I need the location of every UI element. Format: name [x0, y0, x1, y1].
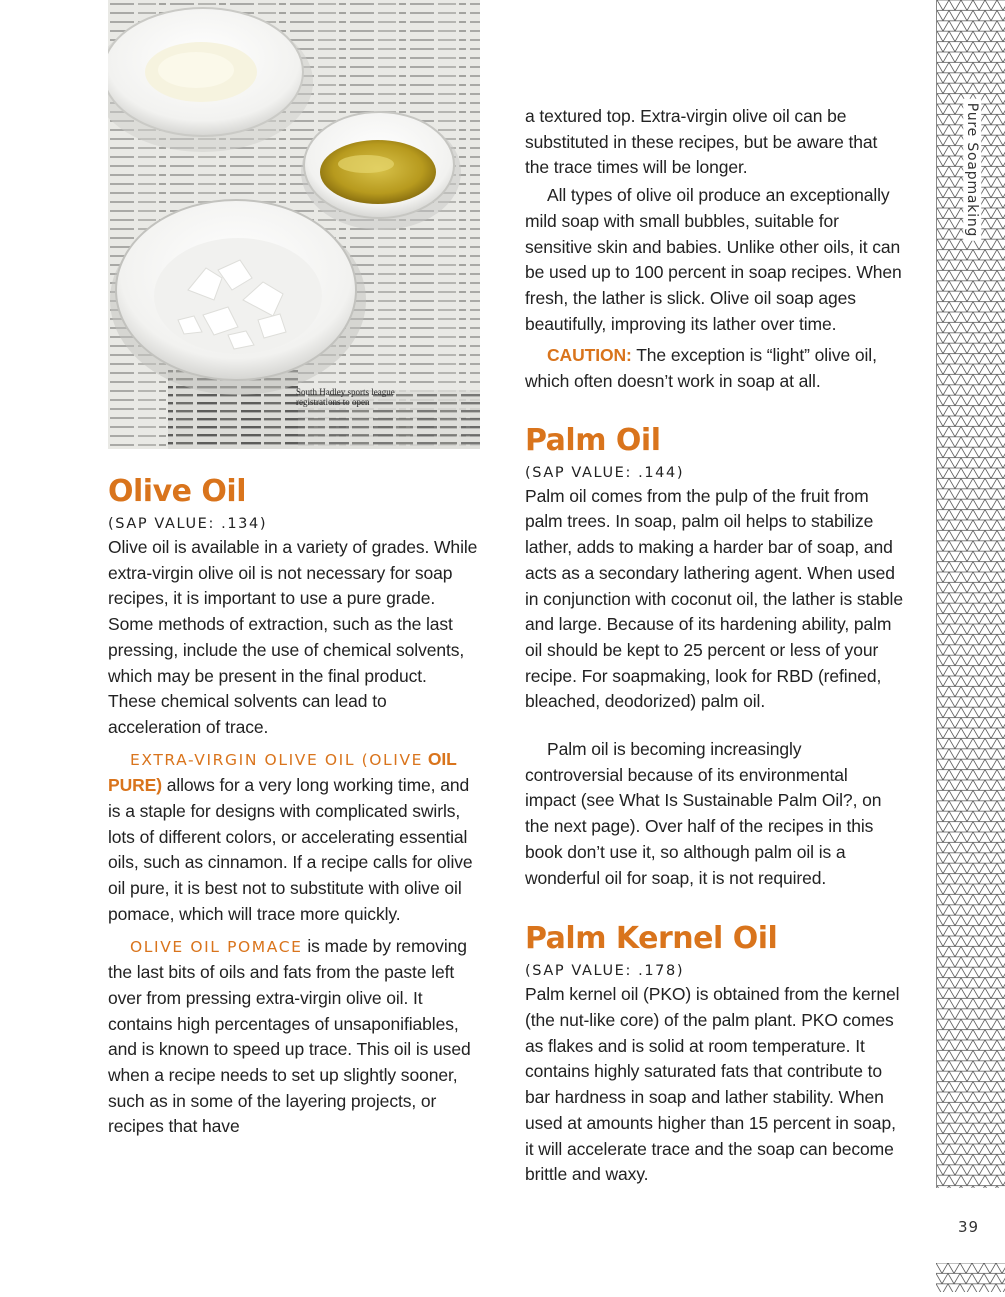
olive-oil-intro: Olive oil is available in a variety of grades. While extra-virgin olive oil is not necessary for soap recipes, it is important to use a pure grade. Some methods of extraction, such as the last pressing, include the use of chemical solvents, which may be present in the final product. These chemical solvents can lead to acceleration of trace. — [108, 537, 478, 737]
newspaper-headline: South Hadley sports league — [296, 387, 395, 397]
extra-virgin-term-bold: OIL PURE) — [108, 748, 457, 796]
page-number: 39 — [958, 1218, 980, 1236]
palm-oil-sap-value: (SAP VALUE: .144) — [525, 464, 685, 481]
triangle-pattern-bottom — [936, 1263, 1005, 1292]
pomace-term: OLIVE OIL POMACE — [130, 937, 303, 956]
olive-oil-continued: a textured top. Extra-virgin olive oil can be substituted in these recipes, but be aware that the trace times will be longer. — [525, 106, 878, 178]
pomace-text: is made by removing the last bits of oils and fats from the paste left over from pressing extra-virgin olive oil. It contains high percentages of unsaponifiables, and is known to speed up trace. This oil is used when a recipe needs to set up slightly sooner, such as in some of the layering projects, or recipes that have — [108, 935, 471, 1137]
extra-virgin-text: allows for a very long working time, and is a staple for designs with complicated swirls, lots of different colors, or accelerating essential oils, such as cinnamon. If a recipe calls for olive oil pure, it is best not to substitute with olive oil pomace, which will trace more quickly. — [108, 775, 473, 924]
extra-virgin-paragraph — [108, 747, 478, 928]
caution-text: The exception is “light” olive oil, which often doesn’t work in soap at all. — [525, 345, 877, 392]
svg-text:registrations to open: registrations to open — [296, 397, 370, 407]
olive-oil-heading: Olive Oil — [108, 474, 246, 509]
palm-kernel-oil-sap-value: (SAP VALUE: .178) — [525, 963, 685, 980]
palm-oil-heading: Palm Oil — [525, 422, 661, 458]
caution-paragraph — [525, 343, 903, 394]
sidebar-pattern-bottom — [936, 1263, 1005, 1292]
pomace-paragraph — [108, 934, 478, 1141]
palm-kernel-oil-paragraph: Palm kernel oil (PKO) is obtained from the kernel (the nut-like core) of the palm plant. PKO comes as flakes and is solid at room temperature. It contains highly saturated fats that contribute to bar hardness in soap and lather stability. When used at amounts higher than 15 percent in soap, it will accelerate trace and the soap can become brittle and waxy. — [525, 984, 900, 1185]
left-column — [108, 474, 478, 1140]
right-column — [525, 104, 903, 1188]
caution-label: CAUTION: — [547, 345, 632, 366]
palm-kernel-oil-heading: Palm Kernel Oil — [525, 921, 778, 957]
olive-oil-all-types: All types of olive oil produce an exceptionally mild soap with small bubbles, suitable for sensitive skin and babies. Unlike other oils, it can be used up to 100 percent in soap recipes. When fresh, the lather is slick. Olive oil soap ages beautifully, improving its lather over time. — [525, 185, 902, 334]
extra-virgin-term: EXTRA-VIRGIN OLIVE OIL (OLIVE — [130, 750, 424, 769]
palm-oil-paragraph-2: Palm oil is becoming increasingly controversial because of its environmental impact (see What Is Sustainable Palm Oil?, on the next page). Over half of the recipes in this book don’t use it, so although palm oil is a wonderful oil for soap, it is not required. — [525, 739, 882, 888]
oils-photo — [108, 0, 480, 449]
olive-oil-sap-value: (SAP VALUE: .134) — [108, 516, 268, 532]
oils-photo-illustration — [108, 0, 480, 449]
palm-oil-paragraph-1: Palm oil comes from the pulp of the fruit from palm trees. In soap, palm oil helps to stabilize lather, adds to making a harder bar of soap, and acts as a secondary lathering agent. When used in conjunction with coconut oil, the lather is stable and large. Because of its hardening ability, palm oil should be kept to 25 percent or less of your recipe. For soapmaking, look for RBD (refined, bleached, deodorized) palm oil. — [525, 485, 903, 712]
sidebar-section-title: Pure Soapmaking — [958, 100, 986, 240]
